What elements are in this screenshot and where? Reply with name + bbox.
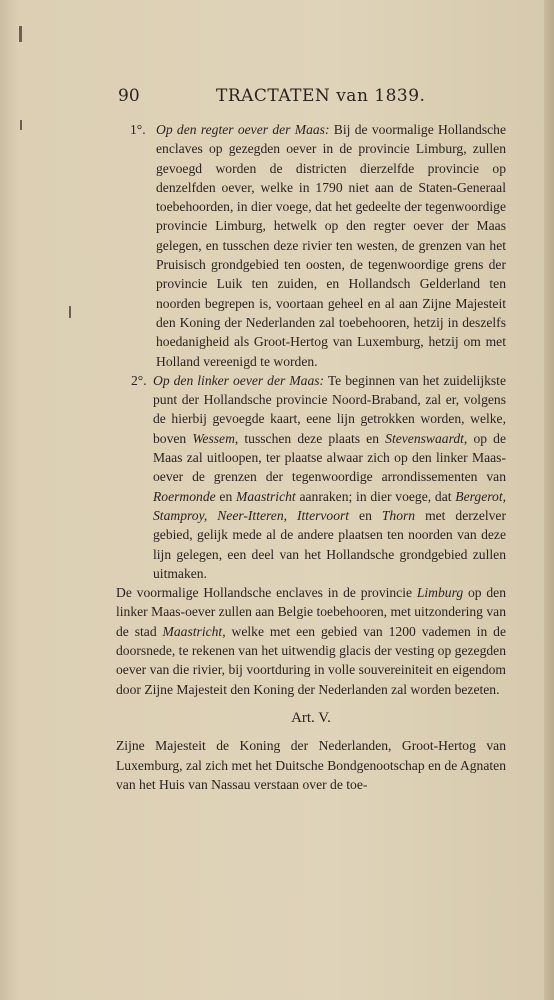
text-run: , tusschen deze plaats en bbox=[234, 430, 386, 446]
place-name: Wessem bbox=[192, 430, 235, 446]
margin-mark bbox=[20, 120, 22, 130]
paragraph-2 bbox=[116, 371, 506, 583]
place-name: Bergerot, Stamproy, Neer-Itteren, Ittervoort bbox=[153, 488, 506, 523]
paragraph-4: Zijne Majesteit de Koning der Nederlanden, Groot-Hertog van Luxemburg, zal zich met het Duitsche Bondgenootschap en de Agnaten van het Huis van Nassau verstaan over de toe- bbox=[116, 738, 506, 792]
paragraph-1 bbox=[116, 120, 506, 371]
text-run: De voormalige Hollandsche enclaves in de provincie bbox=[116, 585, 417, 601]
place-name: Stevenswaardt bbox=[385, 430, 464, 446]
place-name: Maastricht bbox=[162, 623, 223, 639]
paragraph-marker: 2°. bbox=[131, 372, 147, 388]
text-run: met derzelver gebied, gelijk mede al de andere plaatsen ten noorden van deze lijn gelegen, een deel van het Hollandsche grondgebied zullen uitmaken. bbox=[153, 507, 506, 581]
text-run: , welke met een gebied van 1200 vademen in de doorsnede, te rekenen van het uitwendig glacis der vesting op gezegden oever van die rivier, bij voortduring in volle souvereiniteit en eigendom door Zijne Majesteit den Koning der Nederlanden zal worden bezeten. bbox=[116, 623, 506, 697]
running-title: TRACTATEN van 1839. bbox=[216, 86, 426, 106]
margin-mark bbox=[19, 26, 22, 42]
paragraph-text: Bij de voormalige Hollandsche enclaves op gezegden oever in de provincie Limburg, zullen gevoegd worden de districten dierzelfde provincie op denzelfden oever, welke in 1790 niet aan de Staten-Generaal toebehoorden, in dier voege, dat het gedeelte der tegenwoordige provincie Limburg, hetwelk op den regter oever der Maas gelegen, en tusschen deze rivier ten westen, de grenzen van het Pruisisch grondgebied ten oosten, de tegenwoordige grens der provincie Luik ten zuiden, en Hollandsch Gelderland ten noorden begrepen is, voortaan geheel en al aan Zijne Majesteit den Koning der Nederlanden zal toebehooren, hetzij in deszelfs hoedanigheid als Groot-Hertog van Luxemburg, hetzij om met Holland vereenigd te worden. bbox=[156, 122, 506, 369]
paragraph-marker: 1°. bbox=[130, 122, 146, 137]
paragraph-3 bbox=[116, 583, 506, 699]
page-edge bbox=[544, 0, 554, 1000]
place-name: Roermonde bbox=[153, 488, 216, 504]
page-header bbox=[118, 86, 426, 110]
paragraph-lead: Op den regter oever der Maas: bbox=[156, 122, 330, 137]
article-heading: Art. V. bbox=[291, 709, 331, 726]
text-run: en bbox=[349, 507, 382, 523]
paragraph-lead: Op den linker oever der Maas: bbox=[153, 372, 325, 388]
text-run: op den linker Maas-oever zullen aan Belgie toebehooren, met uitzondering van de stad bbox=[116, 585, 506, 639]
text-run: Te beginnen van het zuidelijkste punt der Hollandsche provincie Noord-Braband, zal er, volgens de hierbij gevoegde kaart, eene lijn getrokken worden, welke, boven bbox=[153, 372, 506, 446]
text-run: aanraken; in dier voege, dat bbox=[295, 488, 456, 504]
margin-mark bbox=[69, 306, 71, 318]
place-name: Maastricht bbox=[236, 488, 296, 504]
page-number: 90 bbox=[118, 86, 140, 106]
text-run: , op de Maas zal uitloopen, ter plaatse alwaar zich op den linker Maas-oever de grenzen der tegenwoordige arrondissementen van bbox=[153, 430, 506, 485]
body-text bbox=[116, 120, 506, 794]
text-run: en bbox=[215, 488, 237, 504]
place-name: Limburg bbox=[416, 585, 464, 601]
place-name: Thorn bbox=[381, 507, 416, 523]
